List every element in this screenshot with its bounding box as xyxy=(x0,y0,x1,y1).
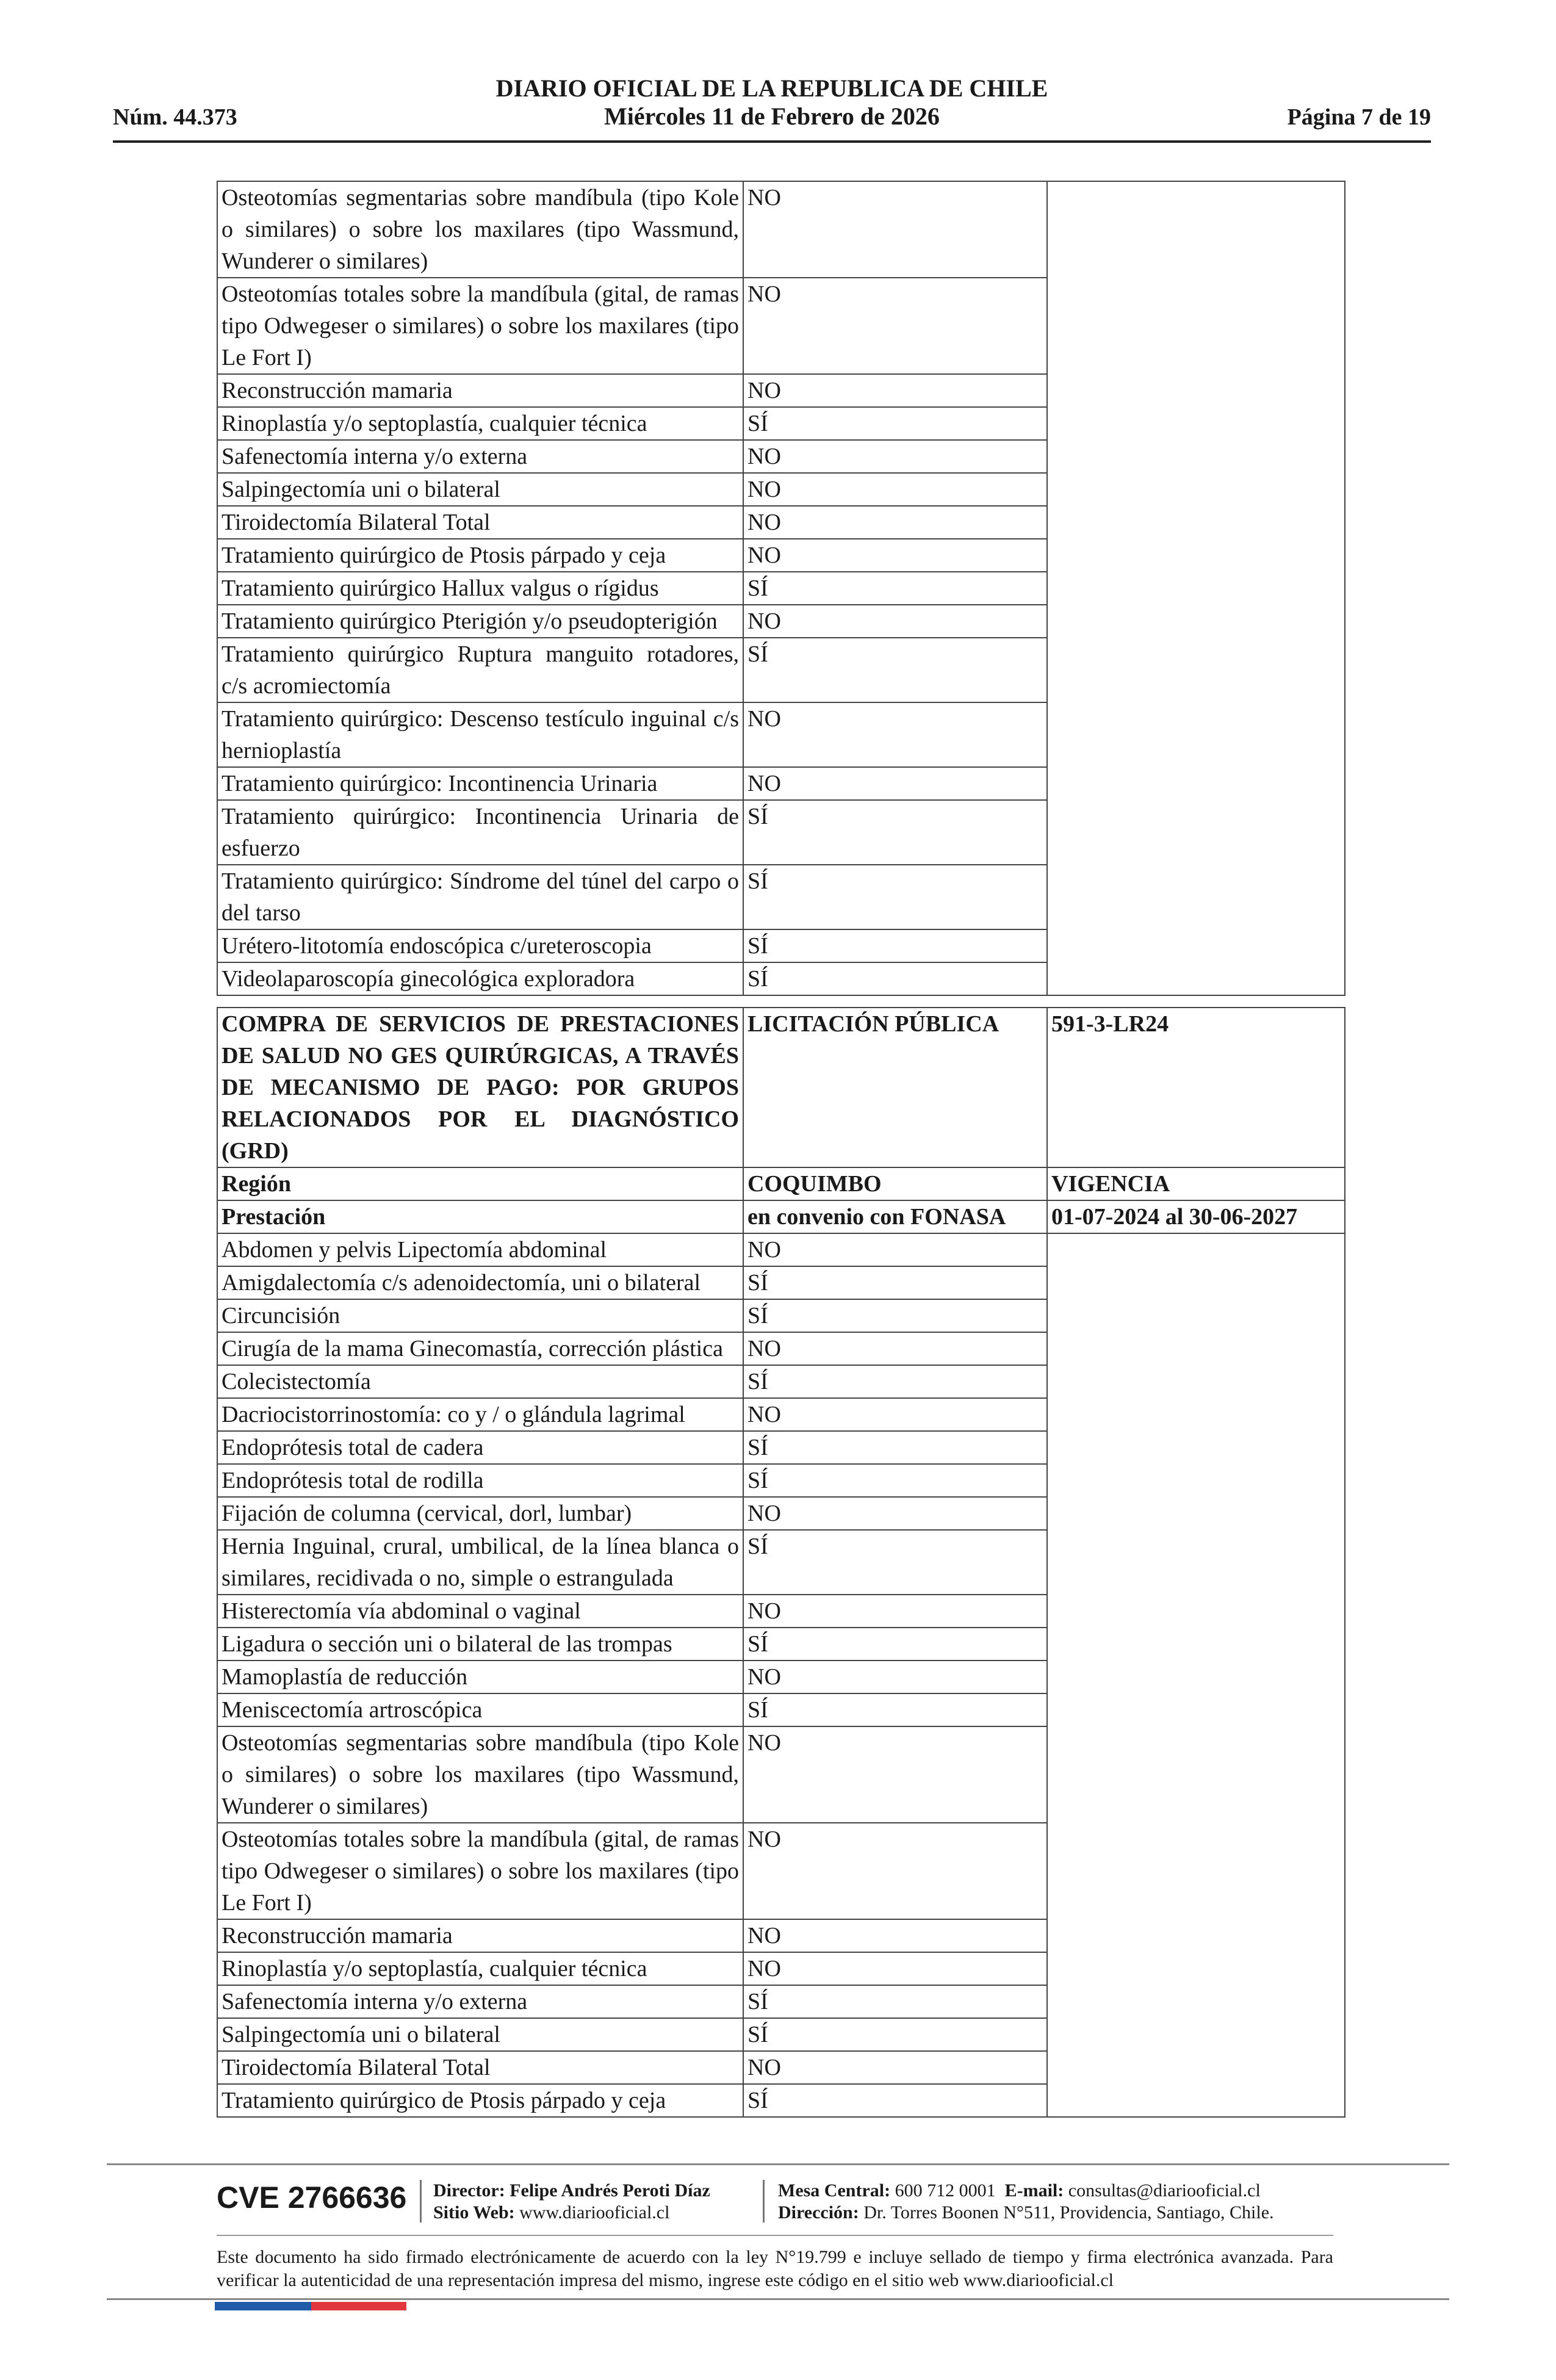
phone-value: 600 712 0001 xyxy=(895,2180,996,2201)
coverage-value: SÍ xyxy=(743,962,1047,995)
publication-title: DIARIO OFICIAL DE LA REPUBLICA DE CHILE xyxy=(495,74,1048,102)
procedure-name: Tratamiento quirúrgico de Ptosis párpado y ceja xyxy=(217,539,743,572)
procedure-name: Dacriocistorrinostomía: co y / o glándula lagrimal xyxy=(217,1398,743,1431)
address-label: Dirección: xyxy=(778,2202,859,2223)
procedure-name: Videolaparoscopía ginecológica exploradora xyxy=(217,962,743,995)
coverage-value: SÍ xyxy=(743,2018,1047,2051)
table-row xyxy=(217,181,1345,278)
coverage-value: NO xyxy=(743,1919,1047,1952)
table-title: COMPRA DE SERVICIOS DE PRESTACIONES DE SALUD NO GES QUIRÚRGICAS, A TRAVÉS DE MECANISMO DE PAGO: POR GRUPOS RELACIONADOS POR EL DIAGNÓSTICO (GRD) xyxy=(217,1008,743,1167)
coverage-value: NO xyxy=(743,1823,1047,1919)
procedure-name: Cirugía de la mama Ginecomastía, corrección plástica xyxy=(217,1332,743,1365)
phone-label: Mesa Central: xyxy=(778,2180,891,2201)
footer-separator xyxy=(763,2180,765,2223)
coverage-value: SÍ xyxy=(743,865,1047,929)
coverage-value: SÍ xyxy=(743,1628,1047,1661)
coverage-value: SÍ xyxy=(743,2084,1047,2117)
director-block xyxy=(433,2180,710,2224)
procedure-name: Salpingectomía uni o bilateral xyxy=(217,473,743,506)
procedure-name: Amigdalectomía c/s adenoidectomía, uni o bilateral xyxy=(217,1266,743,1299)
procedure-name: Histerectomía vía abdominal o vaginal xyxy=(217,1595,743,1628)
procedure-name: Tiroidectomía Bilateral Total xyxy=(217,2051,743,2084)
coverage-value: SÍ xyxy=(743,1693,1047,1726)
coverage-value: NO xyxy=(743,506,1047,539)
procedure-name: Osteotomías totales sobre la mandíbula (gital, de ramas tipo Odwegeser o similares) o sobre los maxilares (tipo Le Fort I) xyxy=(217,278,743,374)
tender-label: LICITACIÓN PÚBLICA xyxy=(743,1008,1047,1167)
grd-procedures-table xyxy=(217,1007,1345,2118)
coverage-value: SÍ xyxy=(743,1530,1047,1595)
column-header-row xyxy=(217,1200,1345,1233)
web-link[interactable]: www.diariooficial.cl xyxy=(519,2202,670,2223)
email-link[interactable]: consultas@diariooficial.cl xyxy=(1068,2180,1261,2201)
footer-divider-mid xyxy=(217,2235,1333,2236)
procedure-name: Reconstrucción mamaria xyxy=(217,374,743,407)
table-row xyxy=(217,1233,1345,1266)
procedure-name: Osteotomías totales sobre la mandíbula (gital, de ramas tipo Odwegeser o similares) o sobre los maxilares (tipo Le Fort I) xyxy=(217,1823,743,1919)
region-label: Región xyxy=(217,1167,743,1200)
footer-separator xyxy=(420,2180,422,2223)
procedure-name: Salpingectomía uni o bilateral xyxy=(217,2018,743,2051)
procedure-name: Osteotomías segmentarias sobre mandíbula (tipo Kole o similares) o sobre los maxilares (tipo Wassmund, Wunderer o similares) xyxy=(217,1726,743,1823)
address-value: Dr. Torres Boonen N°511, Providencia, Santiago, Chile. xyxy=(863,2202,1274,2223)
procedure-name: Fijación de columna (cervical, dorl, lumbar) xyxy=(217,1497,743,1530)
coverage-value: NO xyxy=(743,473,1047,506)
coverage-value: SÍ xyxy=(743,1985,1047,2018)
flag-stripe-blue xyxy=(215,2302,311,2310)
footer-divider-top xyxy=(107,2163,1449,2165)
coverage-value: NO xyxy=(743,767,1047,800)
procedure-name: Abdomen y pelvis Lipectomía abdominal xyxy=(217,1233,743,1266)
procedure-name: Circuncisión xyxy=(217,1299,743,1332)
legal-notice: Este documento ha sido firmado electrónicamente de acuerdo con la ley N°19.799 e incluye sellado de tiempo y firma electrónica avanzada. Para verificar la autenticidad de una representación impresa del mismo, ingrese este código en el sitio web www.diariooficial.cl xyxy=(217,2247,1333,2290)
flag-stripe-red xyxy=(311,2302,406,2310)
table-title-row xyxy=(217,1008,1345,1167)
region-value: COQUIMBO xyxy=(743,1167,1047,1200)
procedure-name: Endoprótesis total de rodilla xyxy=(217,1464,743,1497)
email-label: E-mail: xyxy=(1004,2180,1064,2201)
coverage-value: NO xyxy=(743,605,1047,638)
region-row xyxy=(217,1167,1345,1200)
coverage-value: NO xyxy=(743,1952,1047,1985)
coverage-value: SÍ xyxy=(743,1266,1047,1299)
procedure-name: Tratamiento quirúrgico: Incontinencia Urinaria xyxy=(217,767,743,800)
coverage-value: NO xyxy=(743,702,1047,767)
cve-code: CVE 2766636 xyxy=(217,2180,407,2215)
procedure-name: Tratamiento quirúrgico Ruptura manguito rotadores, c/s acromiectomía xyxy=(217,638,743,702)
issue-number: Núm. 44.373 xyxy=(113,104,237,130)
coverage-value: SÍ xyxy=(743,800,1047,865)
director-label: Director: xyxy=(433,2180,505,2201)
coverage-value: NO xyxy=(743,181,1047,278)
service-label: Prestación xyxy=(217,1200,743,1233)
procedure-name: Tratamiento quirúrgico: Incontinencia Urinaria de esfuerzo xyxy=(217,800,743,865)
procedure-name: Mamoplastía de reducción xyxy=(217,1661,743,1693)
procedure-name: Tiroidectomía Bilateral Total xyxy=(217,506,743,539)
contact-block xyxy=(778,2180,1274,2224)
procedure-name: Colecistectomía xyxy=(217,1365,743,1398)
coverage-value: SÍ xyxy=(743,929,1047,962)
page-indicator: Página 7 de 19 xyxy=(1287,104,1431,130)
coverage-value: NO xyxy=(743,1595,1047,1628)
procedure-name: Tratamiento quirúrgico: Descenso testículo inguinal c/s hernioplastía xyxy=(217,702,743,767)
procedure-name: Endoprótesis total de cadera xyxy=(217,1431,743,1464)
procedure-name: Osteotomías segmentarias sobre mandíbula (tipo Kole o similares) o sobre los maxilares (tipo Wassmund, Wunderer o similares) xyxy=(217,181,743,278)
coverage-value: NO xyxy=(743,2051,1047,2084)
coverage-value: NO xyxy=(743,374,1047,407)
procedure-name: Reconstrucción mamaria xyxy=(217,1919,743,1952)
coverage-value: NO xyxy=(743,1233,1047,1266)
procedures-table-continued xyxy=(217,181,1345,996)
procedure-name: Tratamiento quirúrgico: Síndrome del túnel del carpo o del tarso xyxy=(217,865,743,929)
coverage-value: NO xyxy=(743,1726,1047,1823)
procedure-name: Safenectomía interna y/o externa xyxy=(217,1985,743,2018)
coverage-value: NO xyxy=(743,1332,1047,1365)
procedure-name: Tratamiento quirúrgico Hallux valgus o rígidus xyxy=(217,572,743,605)
coverage-value: NO xyxy=(743,278,1047,374)
coverage-value: SÍ xyxy=(743,1464,1047,1497)
coverage-value: SÍ xyxy=(743,572,1047,605)
publication-date: Miércoles 11 de Febrero de 2026 xyxy=(604,103,940,130)
tender-id: 591-3-LR24 xyxy=(1047,1008,1345,1167)
coverage-value: SÍ xyxy=(743,638,1047,702)
validity-value: 01-07-2024 al 30-06-2027 xyxy=(1047,1200,1345,1233)
procedure-name: Rinoplastía y/o septoplastía, cualquier técnica xyxy=(217,1952,743,1985)
coverage-value: SÍ xyxy=(743,1365,1047,1398)
coverage-value: SÍ xyxy=(743,407,1047,440)
masthead xyxy=(113,74,1431,131)
procedure-name: Urétero-litotomía endoscópica c/ureteroscopia xyxy=(217,929,743,962)
coverage-value: NO xyxy=(743,1497,1047,1530)
coverage-value: NO xyxy=(743,539,1047,572)
procedure-name: Tratamiento quirúrgico de Ptosis párpado y ceja xyxy=(217,2084,743,2117)
agreement-label: en convenio con FONASA xyxy=(743,1200,1047,1233)
procedure-name: Meniscectomía artroscópica xyxy=(217,1693,743,1726)
empty-column xyxy=(1047,181,1345,995)
procedure-name: Tratamiento quirúrgico Pterigión y/o pseudopterigión xyxy=(217,605,743,638)
coverage-value: SÍ xyxy=(743,1431,1047,1464)
procedure-name: Ligadura o sección uni o bilateral de las trompas xyxy=(217,1628,743,1661)
coverage-value: NO xyxy=(743,1398,1047,1431)
coverage-value: SÍ xyxy=(743,1299,1047,1332)
web-label: Sitio Web: xyxy=(433,2202,515,2223)
empty-column xyxy=(1047,1233,1345,2117)
header-divider xyxy=(113,140,1431,143)
procedure-name: Hernia Inguinal, crural, umbilical, de la línea blanca o similares, recidivada o no, simple o estrangulada xyxy=(217,1530,743,1595)
validity-label: VIGENCIA xyxy=(1047,1167,1345,1200)
coverage-value: NO xyxy=(743,1661,1047,1693)
page-header xyxy=(113,72,1431,145)
coverage-value: NO xyxy=(743,440,1047,473)
director-name: Felipe Andrés Peroti Díaz xyxy=(510,2180,710,2201)
procedure-name: Rinoplastía y/o septoplastía, cualquier técnica xyxy=(217,407,743,440)
footer-divider-bottom xyxy=(107,2298,1449,2300)
procedure-name: Safenectomía interna y/o externa xyxy=(217,440,743,473)
